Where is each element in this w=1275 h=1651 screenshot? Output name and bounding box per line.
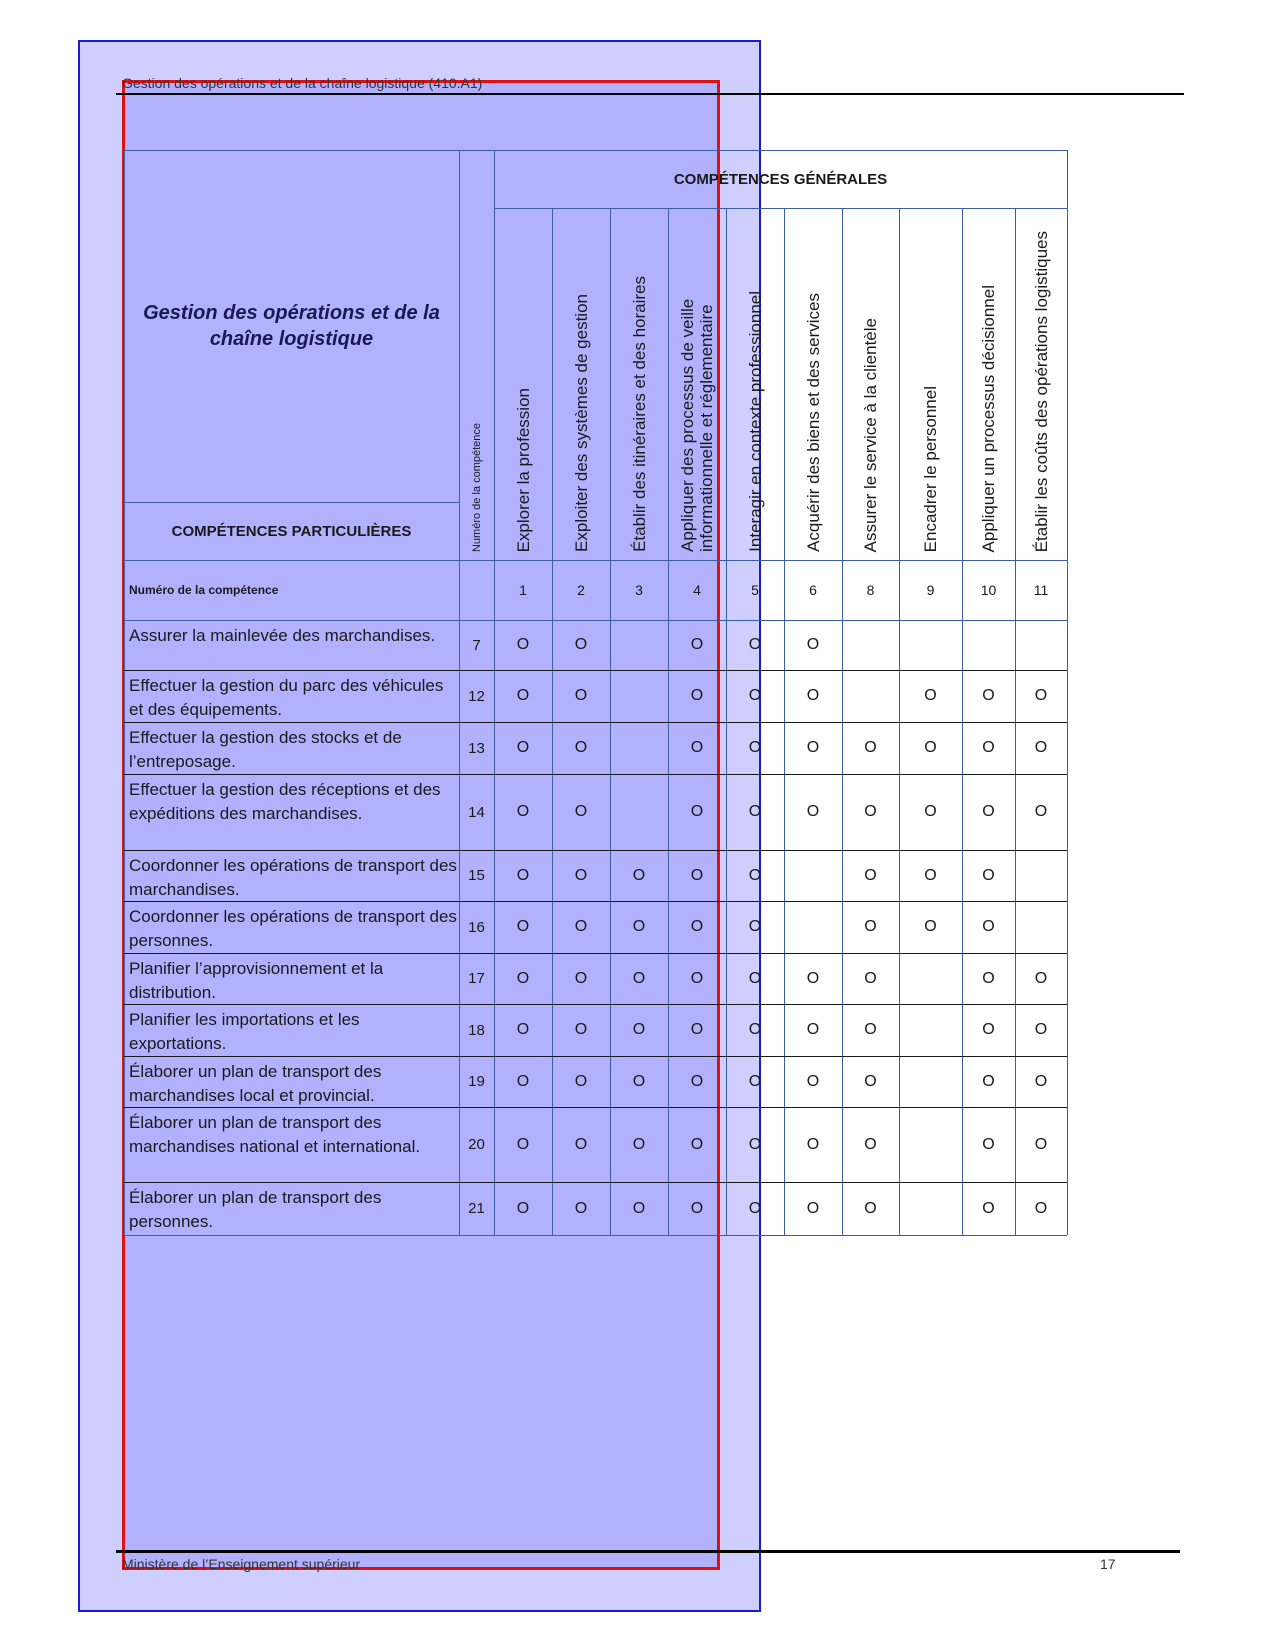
competency-link-mark: O <box>690 969 704 987</box>
competency-link-mark: O <box>748 1135 762 1153</box>
competency-link-mark: O <box>864 1072 877 1090</box>
competency-link-mark: O <box>982 803 995 820</box>
general-competency-number: 11 <box>1033 582 1049 598</box>
competency-link-mark: O <box>516 636 530 653</box>
general-competency-name: Explorer la profession <box>513 387 533 552</box>
particular-competency-label: Coordonner les opérations de transport des marchandises. <box>129 856 457 899</box>
competency-link-mark: O <box>806 1135 820 1153</box>
competency-link-mark: O <box>982 687 995 704</box>
general-competency-number: 10 <box>980 582 997 598</box>
particular-competency-number: 18 <box>468 1021 485 1039</box>
footer-rule <box>116 1550 1180 1553</box>
particular-competency-number: 7 <box>472 636 481 654</box>
particular-competency-number: 21 <box>468 1200 485 1217</box>
general-competency-name: Assurer le service à la clientèle <box>861 317 880 552</box>
competency-link-mark: O <box>574 866 588 884</box>
competency-link-mark: O <box>806 1021 820 1038</box>
competency-link-mark: O <box>516 1072 530 1090</box>
general-competencies-title: COMPÉTENCES GÉNÉRALES <box>673 170 888 188</box>
competency-number-column-label: Numéro de la compétence <box>470 422 483 552</box>
competency-link-mark: O <box>632 866 646 884</box>
general-competency-name: Interagir en contexte professionnel <box>745 291 765 552</box>
competency-link-mark: O <box>924 918 937 935</box>
competency-link-mark: O <box>574 1072 588 1090</box>
competency-link-mark: O <box>982 918 995 935</box>
competency-link-mark: O <box>632 1021 646 1038</box>
competency-link-mark: O <box>748 687 762 704</box>
competency-link-mark: O <box>748 1072 762 1090</box>
particular-competency-number: 15 <box>468 867 485 884</box>
competency-link-mark: O <box>864 969 877 987</box>
general-competency-header <box>552 208 610 552</box>
particular-competency-label: Planifier les importations et les exportations. <box>129 1010 360 1053</box>
general-competency-name: Appliquer des processus de veille informationnelle et réglementaire <box>678 298 716 552</box>
page-footer: Ministère de l’Enseignement supérieur <box>122 1556 361 1572</box>
competency-link-mark: O <box>806 636 820 653</box>
competency-link-mark: O <box>632 1072 646 1090</box>
competency-link-mark: O <box>574 1021 588 1038</box>
competency-link-mark: O <box>748 918 762 935</box>
general-competency-header <box>842 208 899 552</box>
competency-link-mark: O <box>1034 1021 1048 1038</box>
general-competency-header <box>899 208 962 552</box>
general-competency-header <box>610 208 668 552</box>
particular-competency-number: 19 <box>468 1073 485 1090</box>
general-competency-number: 6 <box>809 582 817 598</box>
particular-competency-number: 20 <box>468 1136 485 1153</box>
competency-link-mark: O <box>690 739 704 756</box>
competency-link-mark: O <box>690 918 704 935</box>
competency-link-mark: O <box>806 1199 820 1217</box>
competency-link-mark: O <box>806 739 820 756</box>
competency-link-mark: O <box>864 739 877 756</box>
competency-link-mark: O <box>690 636 704 653</box>
competency-number-column-header <box>459 150 494 552</box>
competency-link-mark: O <box>864 803 877 820</box>
general-competency-name: Exploiter des systèmes de gestion <box>571 294 591 552</box>
particular-competency-number: 12 <box>468 687 485 705</box>
competency-link-mark: O <box>806 803 820 820</box>
competency-link-mark: O <box>924 739 937 756</box>
competency-link-mark: O <box>748 636 762 653</box>
competency-link-mark: O <box>516 739 530 756</box>
competency-matrix <box>124 150 1076 1280</box>
general-competency-name: Encadrer le personnel <box>921 385 940 552</box>
general-competency-number: 8 <box>866 582 875 598</box>
competency-link-mark: O <box>864 918 877 935</box>
competency-link-mark: O <box>982 866 995 884</box>
general-competency-name: Établir les coûts des opérations logistiques <box>1031 230 1051 552</box>
competency-number-row-label: Numéro de la compétence <box>129 583 279 597</box>
particular-competency-number: 14 <box>468 803 485 821</box>
competency-link-mark: O <box>690 687 704 704</box>
competency-link-mark: O <box>574 969 588 987</box>
grid-line <box>124 1235 1067 1236</box>
general-competency-number: 1 <box>519 582 527 598</box>
competency-link-mark: O <box>632 1199 646 1217</box>
general-competency-header <box>784 208 842 552</box>
competency-link-mark: O <box>516 969 530 987</box>
general-competency-header <box>1015 208 1067 552</box>
grid-line <box>1067 150 1068 208</box>
particular-competency-label: Élaborer un plan de transport des personnes. <box>129 1188 382 1231</box>
competency-link-mark: O <box>574 687 588 704</box>
particular-competency-label: Coordonner les opérations de transport des personnes. <box>129 907 457 950</box>
particular-competencies-title: COMPÉTENCES PARTICULIÈRES <box>171 522 412 540</box>
particular-competency-label: Élaborer un plan de transport des marchandises local et provincial. <box>129 1062 382 1105</box>
competency-link-mark: O <box>924 803 937 820</box>
competency-link-mark: O <box>574 1135 588 1153</box>
competency-link-mark: O <box>574 803 588 820</box>
competency-link-mark: O <box>806 1072 820 1090</box>
competency-link-mark: O <box>806 969 820 987</box>
general-competency-header <box>726 208 784 552</box>
competency-link-mark: O <box>632 918 646 935</box>
competency-link-mark: O <box>574 1199 588 1217</box>
competency-link-mark: O <box>982 739 995 756</box>
competency-link-mark: O <box>748 739 762 756</box>
competency-link-mark: O <box>690 1021 704 1038</box>
header-rule <box>116 93 1184 95</box>
general-competency-header <box>962 208 1015 552</box>
competency-link-mark: O <box>1034 1135 1048 1153</box>
competency-link-mark: O <box>690 803 704 820</box>
particular-competency-label: Effectuer la gestion des réceptions et des expéditions des marchandises. <box>129 780 441 823</box>
competency-link-mark: O <box>806 687 820 704</box>
competency-link-mark: O <box>1034 969 1048 987</box>
general-competency-number: 9 <box>926 582 935 598</box>
table-title: Gestion des opérations et de la chaîne logistique <box>143 302 440 350</box>
competency-link-mark: O <box>690 1135 704 1153</box>
general-competency-number: 4 <box>693 582 701 598</box>
competency-link-mark: O <box>982 1199 995 1217</box>
particular-competency-label: Assurer la mainlevée des marchandises. <box>129 626 436 645</box>
particular-competency-label: Élaborer un plan de transport des marchandises national et international. <box>129 1113 421 1156</box>
general-competency-number: 3 <box>635 582 643 598</box>
competency-link-mark: O <box>982 969 995 987</box>
general-competency-header <box>668 208 726 552</box>
competency-link-mark: O <box>690 1072 704 1090</box>
competency-link-mark: O <box>982 1072 995 1090</box>
competency-link-mark: O <box>1034 739 1048 756</box>
general-competency-number: 5 <box>751 582 759 598</box>
competency-link-mark: O <box>748 969 762 987</box>
particular-competency-number: 16 <box>468 918 485 936</box>
competency-link-mark: O <box>748 803 762 820</box>
competency-link-mark: O <box>864 1199 877 1217</box>
competency-link-mark: O <box>516 866 530 884</box>
competency-link-mark: O <box>1034 1072 1048 1090</box>
general-competency-header <box>494 208 552 552</box>
page-number: 17 <box>1100 1556 1116 1572</box>
general-competency-name: Acquérir des biens et des services <box>803 293 823 552</box>
grid-line <box>1067 208 1068 1235</box>
competency-link-mark: O <box>516 1135 530 1153</box>
competency-link-mark: O <box>1034 803 1048 820</box>
general-competency-name: Établir des itinéraires et des horaires <box>629 276 649 552</box>
competency-link-mark: O <box>1034 687 1048 704</box>
general-competency-number: 2 <box>577 582 585 598</box>
competency-link-mark: O <box>982 1135 995 1153</box>
competency-link-mark: O <box>516 687 530 704</box>
particular-competency-number: 17 <box>468 970 485 987</box>
competency-link-mark: O <box>748 1021 762 1038</box>
competency-link-mark: O <box>1034 1199 1048 1217</box>
competency-link-mark: O <box>924 687 937 704</box>
competency-link-mark: O <box>748 1199 762 1217</box>
competency-link-mark: O <box>690 866 704 884</box>
competency-link-mark: O <box>748 866 762 884</box>
competency-link-mark: O <box>864 866 877 884</box>
particular-competency-number: 13 <box>468 739 485 757</box>
competency-link-mark: O <box>516 1021 530 1038</box>
competency-link-mark: O <box>690 1199 704 1217</box>
competency-link-mark: O <box>632 969 646 987</box>
competency-link-mark: O <box>574 739 588 756</box>
competency-link-mark: O <box>632 1135 646 1153</box>
particular-competency-label: Effectuer la gestion des stocks et de l’entreposage. <box>129 728 402 771</box>
particular-competency-label: Effectuer la gestion du parc des véhicules et des équipements. <box>129 676 444 719</box>
page-header: Gestion des opérations et de la chaîne logistique (410.A1) <box>122 75 483 91</box>
competency-link-mark: O <box>516 918 530 935</box>
competency-link-mark: O <box>516 1199 530 1217</box>
competency-link-mark: O <box>574 636 588 653</box>
competency-link-mark: O <box>982 1021 995 1038</box>
competency-link-mark: O <box>864 1021 877 1038</box>
competency-link-mark: O <box>864 1135 877 1153</box>
particular-competency-label: Planifier l’approvisionnement et la distribution. <box>129 959 384 1002</box>
general-competency-name: Appliquer un processus décisionnel <box>979 284 998 552</box>
competency-link-mark: O <box>924 866 937 884</box>
competency-link-mark: O <box>516 803 530 820</box>
competency-link-mark: O <box>574 918 588 935</box>
